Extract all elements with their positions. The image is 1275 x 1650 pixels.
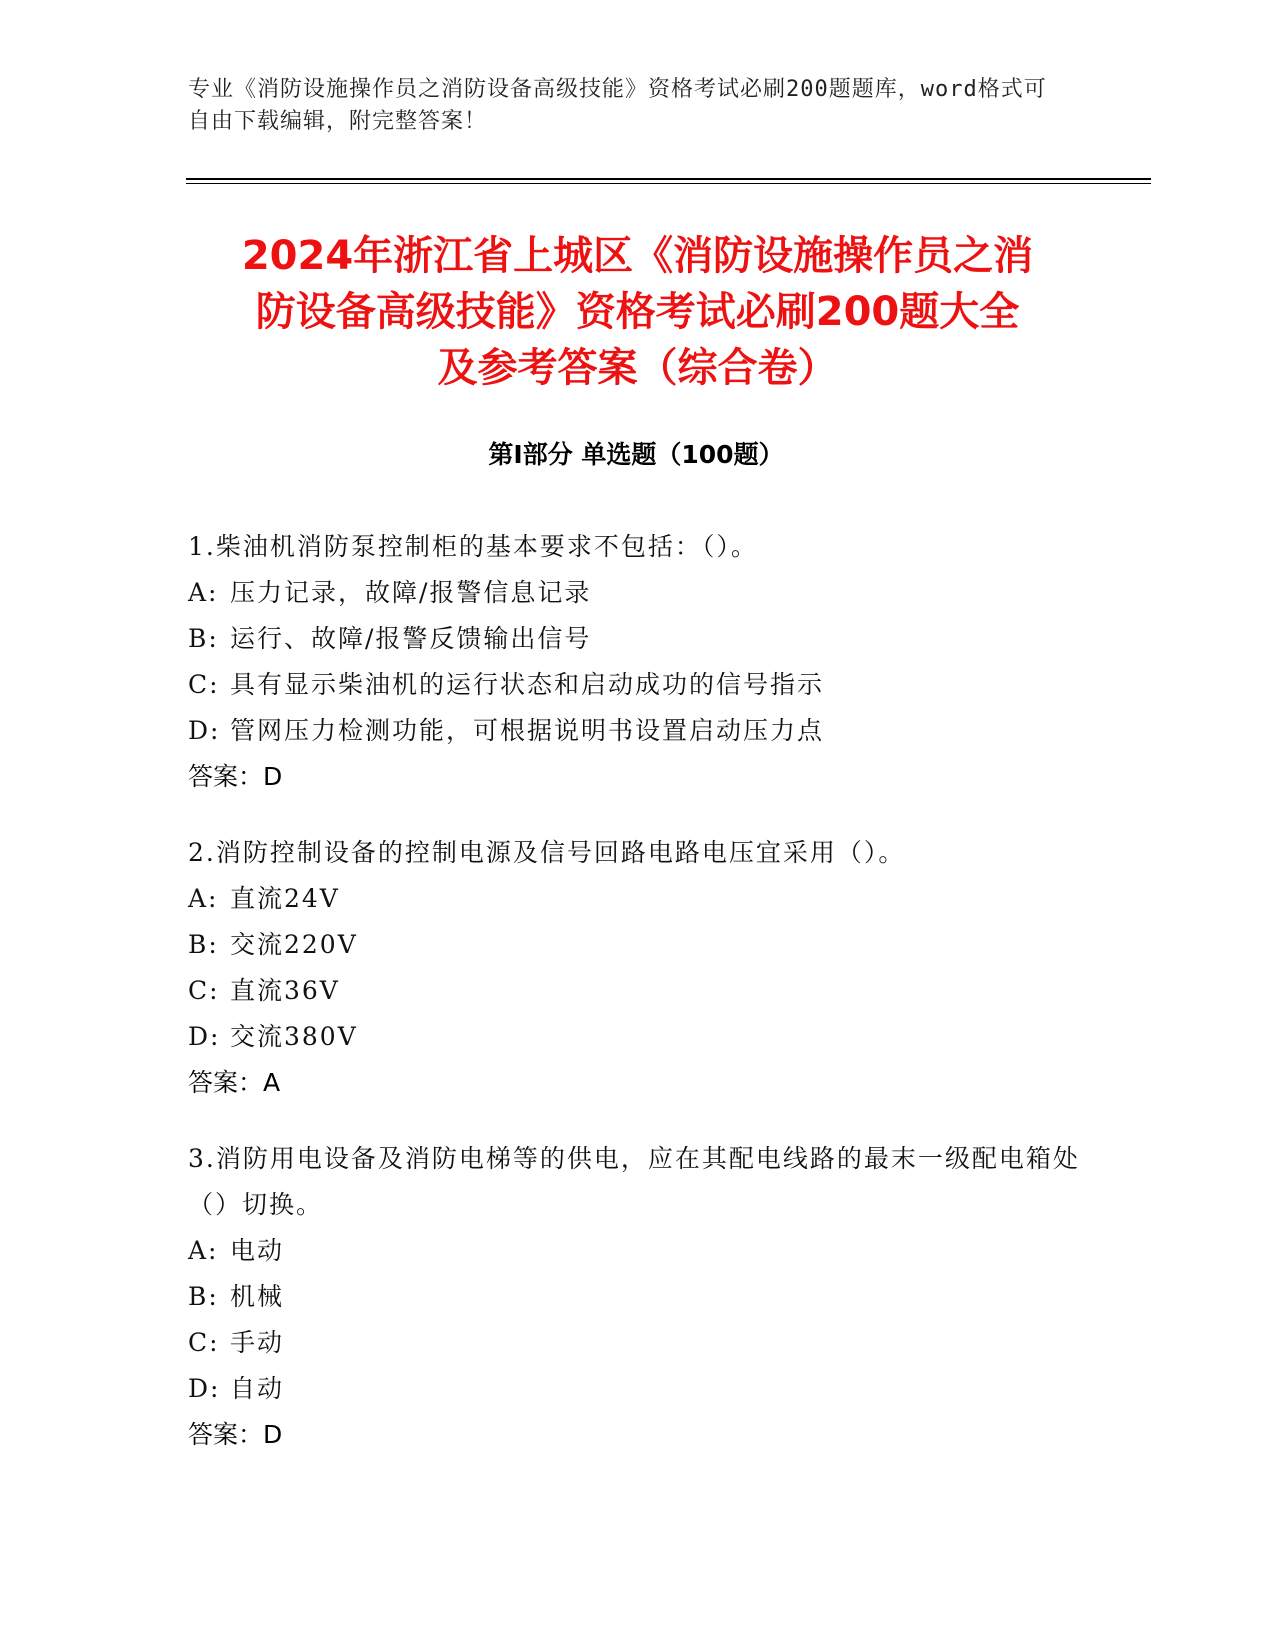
option-letter: B: [188, 1282, 219, 1311]
option-d [188, 708, 1088, 754]
option-text: 交流220V [230, 930, 358, 959]
answer-line: 答案：A [188, 1068, 281, 1097]
option-b [188, 1274, 1088, 1320]
answer-line: 答案：D [188, 1420, 283, 1449]
section-title: 第I部分 单选题（100题） [488, 440, 784, 469]
question-stem: 1.柴油机消防泵控制柜的基本要求不包括：（）。 [188, 532, 758, 561]
option-a [188, 570, 1088, 616]
title-line: 及参考答案（综合卷） [437, 345, 838, 391]
document-title [160, 228, 1115, 396]
option-letter: D: [188, 716, 221, 745]
option-letter: A: [188, 884, 219, 913]
option-text: 直流24V [230, 884, 340, 913]
header-rule-thick [186, 178, 1151, 180]
header-note: 专业《消防设施操作员之消防设备高级技能》资格考试必刷200题题库，word格式可自由下载编辑，附完整答案！ [188, 77, 1047, 134]
option-text: 电动 [230, 1236, 285, 1265]
option-text: 直流36V [230, 976, 340, 1005]
question-2 [188, 830, 1088, 1106]
option-letter: C: [188, 976, 220, 1005]
option-letter: D: [188, 1022, 221, 1051]
option-text: 机械 [230, 1282, 285, 1311]
option-text: 自动 [230, 1374, 285, 1403]
answer-line: 答案：D [188, 762, 283, 791]
option-text: 管网压力检测功能，可根据说明书设置启动压力点 [230, 716, 825, 745]
option-letter: A: [188, 578, 219, 607]
option-letter: D: [188, 1374, 221, 1403]
option-letter: C: [188, 1328, 220, 1357]
question-stem: 2.消防控制设备的控制电源及信号回路电路电压宜采用（）。 [188, 838, 906, 867]
option-text: 交流380V [230, 1022, 358, 1051]
option-a [188, 1228, 1088, 1274]
title-line: 2024年浙江省上城区《消防设施操作员之消 [241, 233, 1034, 279]
title-line: 防设备高级技能》资格考试必刷200题大全 [255, 289, 1020, 335]
option-text: 手动 [230, 1328, 285, 1357]
option-text: 运行、故障/报警反馈输出信号 [230, 624, 592, 653]
option-c [188, 1320, 1088, 1366]
option-letter: B: [188, 930, 219, 959]
option-a [188, 876, 1088, 922]
option-d [188, 1014, 1088, 1060]
option-b [188, 616, 1088, 662]
question-1 [188, 524, 1088, 800]
option-letter: A: [188, 1236, 219, 1265]
option-text: 压力记录，故障/报警信息记录 [230, 578, 592, 607]
option-c [188, 968, 1088, 1014]
option-b [188, 922, 1088, 968]
option-c [188, 662, 1088, 708]
option-letter: C: [188, 670, 220, 699]
option-text: 具有显示柴油机的运行状态和启动成功的信号指示 [230, 670, 825, 699]
question-stem: 3.消防用电设备及消防电梯等的供电，应在其配电线路的最末一级配电箱处（）切换。 [188, 1144, 1080, 1219]
question-3 [188, 1136, 1088, 1458]
option-d [188, 1366, 1088, 1412]
header-rule-thin [186, 183, 1151, 184]
option-letter: B: [188, 624, 219, 653]
